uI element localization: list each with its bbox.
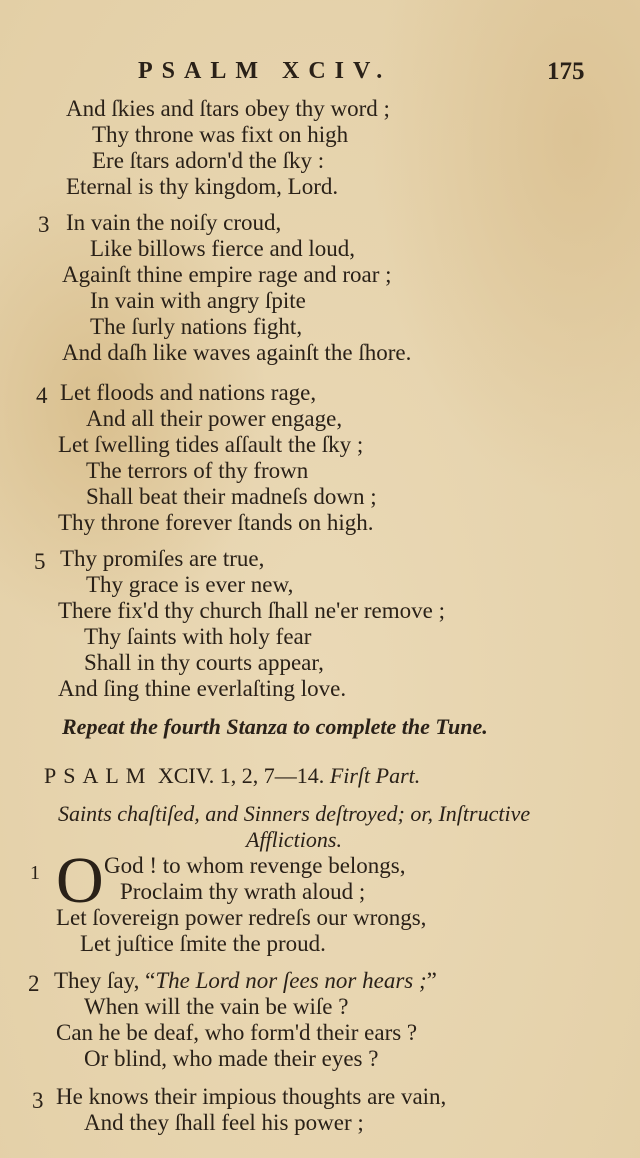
- psalm-heading: [44, 763, 420, 789]
- verse-line: When will the vain be wiſe ?: [84, 994, 349, 1019]
- verse-line: Thy throne was fixt on high: [92, 122, 349, 147]
- verse-line: Let juſtice ſmite the proud.: [80, 931, 326, 956]
- psalm-subtitle: [58, 801, 530, 827]
- quoted-text: The Lord nor ſees nor hears ;: [155, 968, 427, 993]
- drop-cap: O: [56, 844, 104, 917]
- verse-line: Let floods and nations rage,: [60, 380, 317, 405]
- verse-line: The terrors of thy frown: [86, 458, 309, 483]
- header-title: PSALM XCIV.: [138, 58, 392, 84]
- subtitle-line-1b: Inſtructive: [438, 801, 531, 826]
- close-quote: ”: [426, 968, 437, 993]
- verse-line: Proclaim thy wrath aloud ;: [120, 879, 366, 904]
- verse-text: They ſay, “: [54, 968, 156, 993]
- stanza-number: 3: [38, 212, 50, 237]
- verse-line: And all their power engage,: [86, 406, 343, 431]
- verse-line: Shall in thy courts appear,: [84, 650, 324, 675]
- verse-line: Againſt thine empire rage and roar ;: [62, 262, 392, 287]
- stanza-number: 2: [28, 971, 40, 996]
- verse-line: [54, 968, 437, 994]
- verse-line: Thy promiſes are true,: [60, 546, 265, 571]
- verse-line: In vain the noiſy croud,: [66, 210, 282, 235]
- verse-line: And daſh like waves againſt the ſhore.: [62, 340, 412, 365]
- stanza-number: 3: [32, 1088, 44, 1113]
- verse-line: In vain with angry ſpite: [90, 288, 306, 313]
- stanza-number: 1: [30, 862, 40, 884]
- running-header: [0, 58, 640, 98]
- verse-line: And ſing thine everlaſting love.: [58, 676, 347, 701]
- psalm-heading-part: Firſt Part.: [329, 763, 421, 788]
- verse-line: The ſurly nations fight,: [90, 314, 303, 339]
- subtitle-line-1: Saints chaſtiſed, and Sinners deſtroyed; or,: [58, 801, 433, 826]
- verse-line: Thy ſaints with holy fear: [84, 624, 312, 649]
- verse-line: And ſkies and ſtars obey thy word ;: [66, 96, 390, 121]
- verse-line: He knows their impious thoughts are vain,: [56, 1084, 447, 1109]
- verse-line: Can he be deaf, who form'd their ears ?: [56, 1020, 418, 1045]
- verse-line: Ere ſtars adorn'd the ſky :: [92, 148, 325, 173]
- repeat-note: Repeat the fourth Stanza to complete the Tune.: [62, 714, 488, 739]
- verse-line: Let ſwelling tides aſſault the ſky ;: [58, 432, 364, 457]
- verse-line: Like billows fierce and loud,: [90, 236, 356, 261]
- verse-line: Eternal is thy kingdom, Lord.: [66, 174, 339, 199]
- stanza-number: 5: [34, 549, 46, 574]
- verse-line: God ! to whom revenge belongs,: [104, 853, 406, 878]
- verse-line: Thy grace is ever new,: [86, 572, 294, 597]
- verse-line: Let ſovereign power redreſs our wrongs,: [56, 905, 427, 930]
- psalm-heading-number: XCIV. 1, 2, 7—14.: [157, 763, 325, 788]
- psalm-subtitle-2: Afflictions.: [246, 827, 342, 852]
- verse-line: And they ſhall feel his power ;: [84, 1110, 364, 1135]
- verse-line: Or blind, who made their eyes ?: [84, 1046, 379, 1071]
- stanza-number: 4: [36, 383, 48, 408]
- verse-line: Thy throne forever ſtands on high.: [58, 510, 374, 535]
- verse-line: Shall beat their madneſs down ;: [86, 484, 377, 509]
- verse-line: There fix'd thy church ſhall ne'er remove ;: [58, 598, 445, 623]
- psalm-heading-caps: PSALM: [44, 763, 153, 788]
- page-number: 175: [547, 58, 585, 85]
